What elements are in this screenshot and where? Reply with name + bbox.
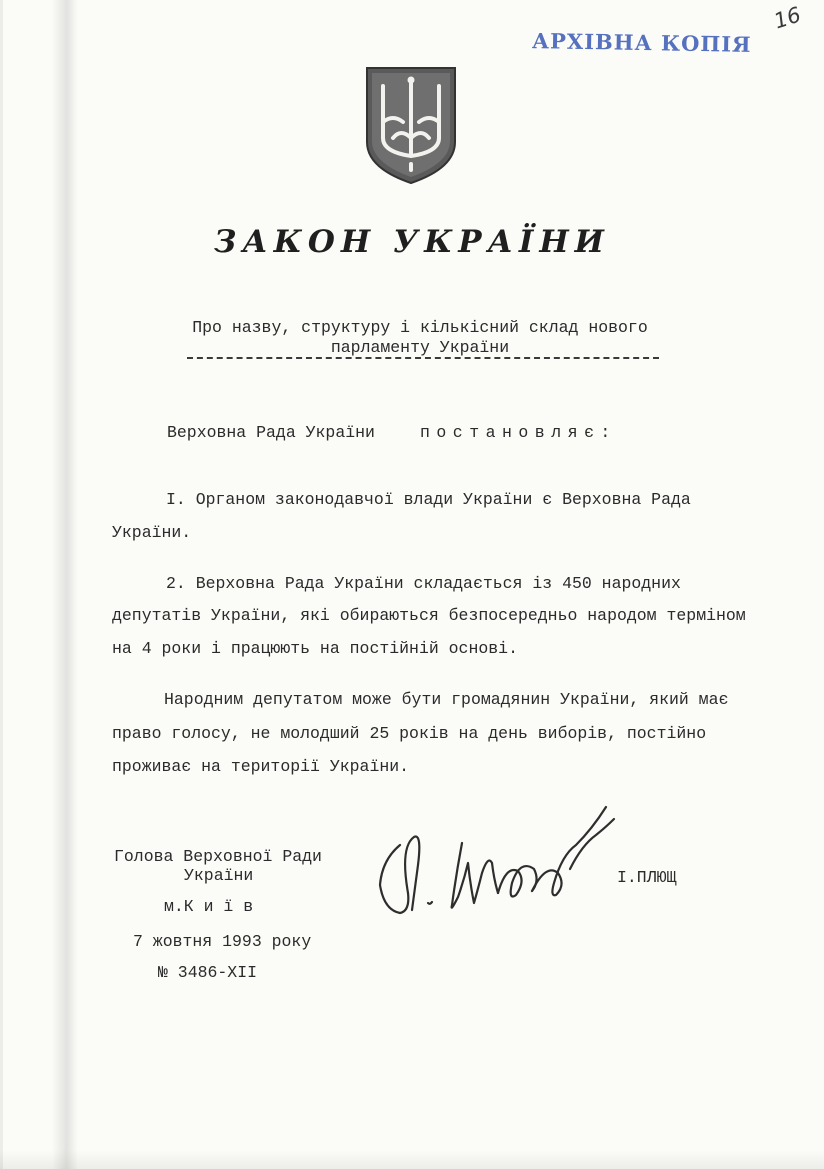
signatory-position xyxy=(114,847,322,885)
law-number: № 3486-ХІІ xyxy=(158,963,258,982)
binding-shadow xyxy=(52,0,78,1169)
preamble-subject: Верховна Рада України xyxy=(167,423,375,442)
article-3-line: право голосу, не молодший 25 років на день виборів, постійно xyxy=(112,724,707,743)
article-2-line: депутатів України, які обираються безпосередньо народом терміном xyxy=(112,606,746,625)
article-2-line: на 4 роки і працюють на постійній основі. xyxy=(112,639,518,658)
signing-date: 7 жовтня 1993 року xyxy=(133,932,312,951)
article-3-line: проживає на території України. xyxy=(112,757,410,776)
signatory-name: І.ПЛЮЩ xyxy=(617,868,677,887)
page-edge-shadow xyxy=(0,0,3,1169)
article-1-line: України. xyxy=(112,523,192,542)
law-heading-line: Про назву, структуру і кількісний склад нового xyxy=(192,318,648,337)
law-heading-line: парламенту України xyxy=(330,338,510,357)
law-heading xyxy=(150,318,690,358)
article-1-line: I. Органом законодавчої влади України є Верховна Рада xyxy=(166,490,691,509)
trident-coat-of-arms-icon xyxy=(363,64,459,186)
archive-copy-stamp: АРХІВНА КОПІЯ xyxy=(531,28,752,57)
preamble-verb: постановляє: xyxy=(420,423,617,442)
handwritten-signature xyxy=(370,785,630,925)
document-title: ЗАКОН УКРАЇНИ xyxy=(214,224,610,260)
page-number: 16 xyxy=(770,2,804,34)
signing-city: м.К и ї в xyxy=(164,897,254,916)
signatory-position-line: України xyxy=(184,866,254,885)
article-3-line: Народним депутатом може бути громадянин України, який має xyxy=(164,690,729,709)
article-2-line: 2. Верховна Рада України складається із 450 народних xyxy=(166,574,681,593)
bottom-edge-shadow xyxy=(0,1150,824,1169)
heading-underline xyxy=(187,357,659,359)
signatory-position-line: Голова Верховної Ради xyxy=(114,847,322,866)
